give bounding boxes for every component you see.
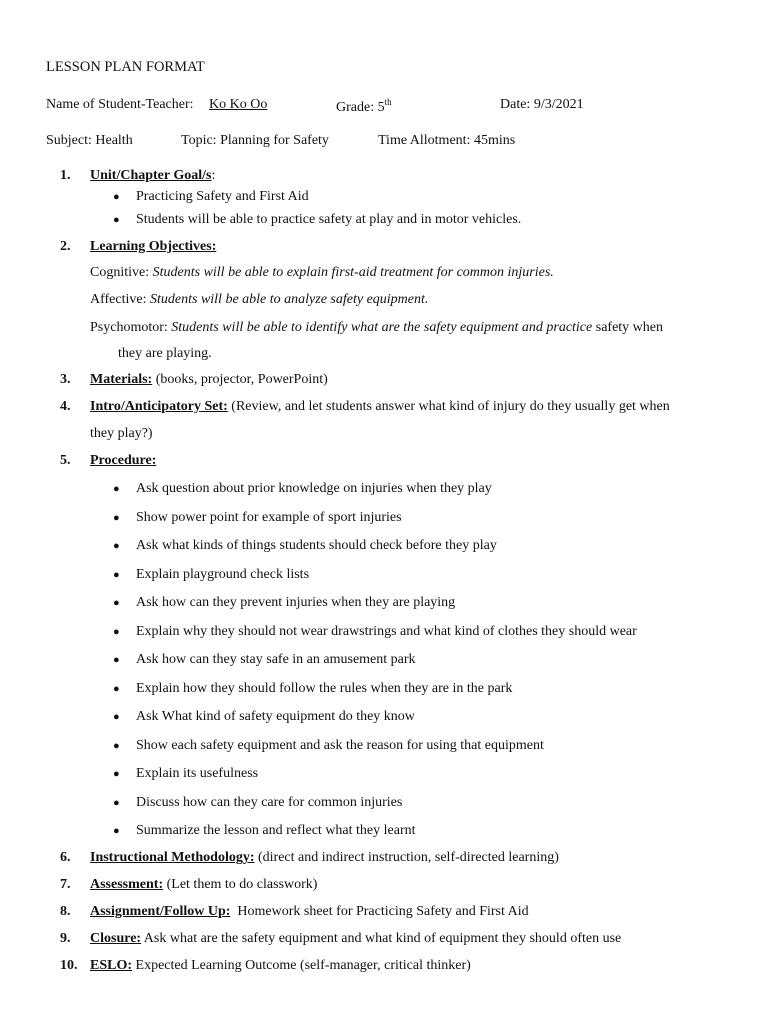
bullet-icon: ● bbox=[113, 512, 120, 524]
section-number: 1. bbox=[60, 168, 71, 183]
list-item: Explain how they should follow the rules when they are in the park bbox=[136, 681, 513, 696]
objective-psychomotor-cont: they are playing. bbox=[118, 346, 212, 361]
list-item: Explain why they should not wear drawstrings and what kind of clothes they should wear bbox=[136, 624, 637, 639]
section-number: 2. bbox=[60, 239, 71, 254]
bullet-icon: ● bbox=[113, 626, 120, 638]
time-allotment-label: Time Allotment: 45mins bbox=[378, 133, 516, 148]
grade-superscript: th bbox=[384, 97, 392, 107]
section-materials: Materials: (books, projector, PowerPoint) bbox=[90, 372, 328, 387]
section-number: 3. bbox=[60, 372, 71, 387]
bullet-icon: ● bbox=[113, 569, 120, 581]
section-number: 10. bbox=[60, 958, 78, 973]
list-item: Show each safety equipment and ask the reason for using that equipment bbox=[136, 738, 544, 753]
section-heading: Unit/Chapter Goal/s bbox=[90, 168, 212, 183]
bullet-icon: ● bbox=[113, 825, 120, 837]
grade-field bbox=[336, 97, 392, 116]
section-number: 7. bbox=[60, 877, 71, 892]
document-title: LESSON PLAN FORMAT bbox=[46, 59, 205, 75]
section-assignment: Assignment/Follow Up: Homework sheet for Practicing Safety and First Aid bbox=[90, 904, 529, 919]
bullet-icon: ● bbox=[113, 483, 120, 495]
list-item: Practicing Safety and First Aid bbox=[136, 189, 309, 204]
bullet-icon: ● bbox=[113, 540, 120, 552]
teacher-name: Ko Ko Oo bbox=[209, 97, 268, 112]
list-item: Discuss how can they care for common injuries bbox=[136, 795, 403, 810]
section-methodology: Instructional Methodology: (direct and indirect instruction, self-directed learning) bbox=[90, 850, 559, 865]
list-item: Summarize the lesson and reflect what they learnt bbox=[136, 823, 416, 838]
section-intro: Intro/Anticipatory Set: (Review, and let students answer what kind of injury do they usually get when bbox=[90, 399, 670, 414]
bullet-icon: ● bbox=[113, 740, 120, 752]
list-item: Show power point for example of sport injuries bbox=[136, 510, 402, 525]
topic-label: Topic: Planning for Safety bbox=[181, 133, 329, 148]
bullet-icon: ● bbox=[113, 797, 120, 809]
section-heading: Learning Objectives: bbox=[90, 239, 217, 254]
bullet-icon: ● bbox=[113, 191, 120, 203]
teacher-label: Name of Student-Teacher: bbox=[46, 97, 194, 112]
section-assessment: Assessment: (Let them to do classwork) bbox=[90, 877, 318, 892]
section-number: 6. bbox=[60, 850, 71, 865]
bullet-icon: ● bbox=[113, 214, 120, 226]
list-item: Ask what kinds of things students should check before they play bbox=[136, 538, 497, 553]
bullet-icon: ● bbox=[113, 768, 120, 780]
objective-psychomotor: Psychomotor: Students will be able to identify what are the safety equipment and practice safety when bbox=[90, 320, 664, 335]
section-number: 5. bbox=[60, 453, 71, 468]
section-number: 8. bbox=[60, 904, 71, 919]
section-number: 9. bbox=[60, 931, 71, 946]
list-item: Ask What kind of safety equipment do they know bbox=[136, 709, 415, 724]
objective-cognitive: Cognitive: Students will be able to explain first-aid treatment for common injuries. bbox=[90, 265, 554, 280]
date-label: Date: 9/3/2021 bbox=[500, 97, 584, 112]
section-closure: Closure: Ask what are the safety equipment and what kind of equipment they should often use bbox=[90, 931, 622, 946]
section-eslo: ESLO: Expected Learning Outcome (self-manager, critical thinker) bbox=[90, 958, 471, 973]
bullet-icon: ● bbox=[113, 597, 120, 609]
section-unit-goals: Unit/Chapter Goal/s: bbox=[90, 168, 216, 183]
list-item: Explain its usefulness bbox=[136, 766, 259, 781]
list-item: Students will be able to practice safety at play and in motor vehicles. bbox=[136, 212, 522, 227]
subject-label: Subject: Health bbox=[46, 133, 133, 148]
bullet-icon: ● bbox=[113, 711, 120, 723]
section-intro-cont: they play?) bbox=[90, 426, 153, 441]
section-heading: Procedure: bbox=[90, 453, 157, 468]
bullet-icon: ● bbox=[113, 683, 120, 695]
list-item: Ask question about prior knowledge on injuries when they play bbox=[136, 481, 492, 496]
section-number: 4. bbox=[60, 399, 71, 414]
grade-label: Grade: 5 bbox=[336, 100, 385, 115]
list-item: Ask how can they prevent injuries when they are playing bbox=[136, 595, 456, 610]
list-item: Ask how can they stay safe in an amusement park bbox=[136, 652, 416, 667]
list-item: Explain playground check lists bbox=[136, 567, 310, 582]
objective-affective: Affective: Students will be able to analyze safety equipment. bbox=[90, 292, 429, 307]
bullet-icon: ● bbox=[113, 654, 120, 666]
